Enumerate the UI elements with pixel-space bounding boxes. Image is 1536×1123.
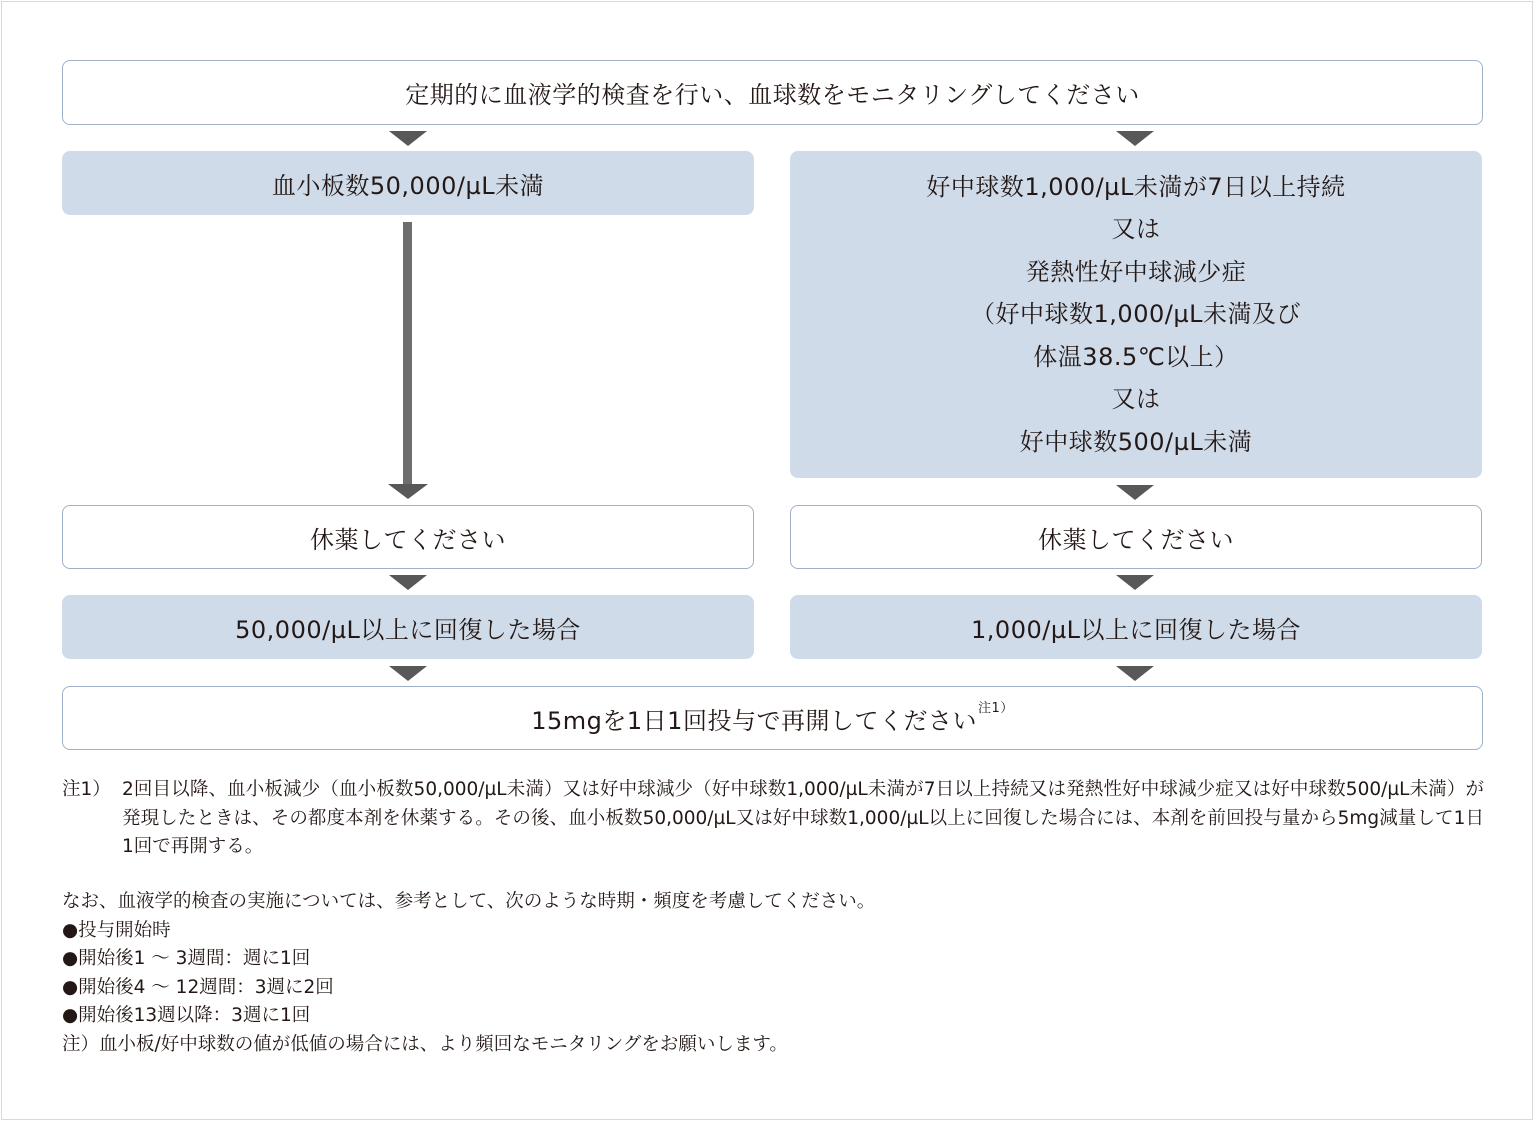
resume-label: 15mgを1日1回投与で再開してください	[531, 706, 977, 735]
neutrophil-condition-line: 又は	[1111, 385, 1161, 414]
resume-note-mark: 注1）	[977, 700, 1014, 716]
note-1-text: 2回目以降、血小板減少（血小板数50,000/µL未満）又は好中球減少（好中球数1,000/µL未満が7日以上持続又は発熱性好中球減少症又は好中球数500/µL未満）が発現したときは、その都度本剤を休薬する。その後、血小板数50,000/µL又は好中球数1,000/µL以上に回復した場合には、本剤を前回投与量から5mg減量して1日1回で再開する。	[122, 779, 1484, 857]
arrow-long-left-head	[388, 484, 428, 499]
schedule-item-1: ●開始後1 ～ 3週間：週に1回	[62, 948, 311, 969]
stop-text-left: 休薬してください	[310, 525, 506, 554]
neutrophil-condition-line: 体温38.5℃以上）	[1033, 342, 1239, 371]
monitoring-text: 定期的に血液学的検査を行い、血球数をモニタリングしてください	[405, 81, 1140, 109]
neutrophil-condition-line: 好中球数500/µL未満	[1019, 427, 1253, 456]
neutrophil-condition-line: （好中球数1,000/µL未満及び	[971, 300, 1301, 329]
platelet-condition-box	[62, 151, 754, 215]
resume-box	[62, 686, 1483, 750]
platelet-condition-text: 血小板数50,000/µL未満	[271, 171, 545, 200]
recovery-box-left	[62, 595, 754, 659]
arrow-top-right	[1116, 131, 1154, 146]
recovery-box-right	[790, 595, 1482, 659]
arrow-left-to-recovery	[389, 575, 427, 590]
neutrophil-condition-line: 発熱性好中球減少症	[1025, 257, 1247, 286]
neutrophil-condition-box	[790, 151, 1482, 478]
arrow-right-to-recovery	[1116, 575, 1154, 590]
neutrophil-condition-line: 又は	[1111, 215, 1161, 244]
neutrophil-condition-line: 好中球数1,000/µL未満が7日以上持続	[926, 172, 1346, 201]
resume-text	[531, 701, 1013, 736]
schedule-item-0: ●投与開始時	[62, 919, 171, 941]
stop-box-left	[62, 505, 754, 569]
monitoring-schedule	[62, 888, 1484, 1059]
schedule-item-2: ●開始後4 ～ 12週間：3週に2回	[62, 976, 334, 998]
note-1-label: 注1）	[62, 779, 111, 800]
stop-box-right	[790, 505, 1482, 569]
monitoring-box	[62, 60, 1483, 125]
arrow-left-to-resume	[389, 666, 427, 681]
stop-text-right: 休薬してください	[1038, 525, 1234, 554]
arrow-right-to-stop	[1116, 485, 1154, 500]
arrow-right-to-resume	[1116, 666, 1154, 681]
arrow-top-left	[389, 131, 427, 146]
schedule-item-3: ●開始後13週以降：3週に1回	[62, 1005, 311, 1026]
recovery-text-right: 1,000/µL以上に回復した場合	[971, 615, 1301, 644]
arrow-long-left-shaft	[403, 222, 412, 486]
recovery-text-left: 50,000/µL以上に回復した場合	[235, 615, 581, 644]
schedule-footer: 注）血小板/好中球数の値が低値の場合には、より頻回なモニタリングをお願いします。	[62, 1033, 788, 1055]
schedule-intro: なお、血液学的検査の実施については、参考として、次のような時期・頻度を考慮してください。	[62, 891, 876, 912]
